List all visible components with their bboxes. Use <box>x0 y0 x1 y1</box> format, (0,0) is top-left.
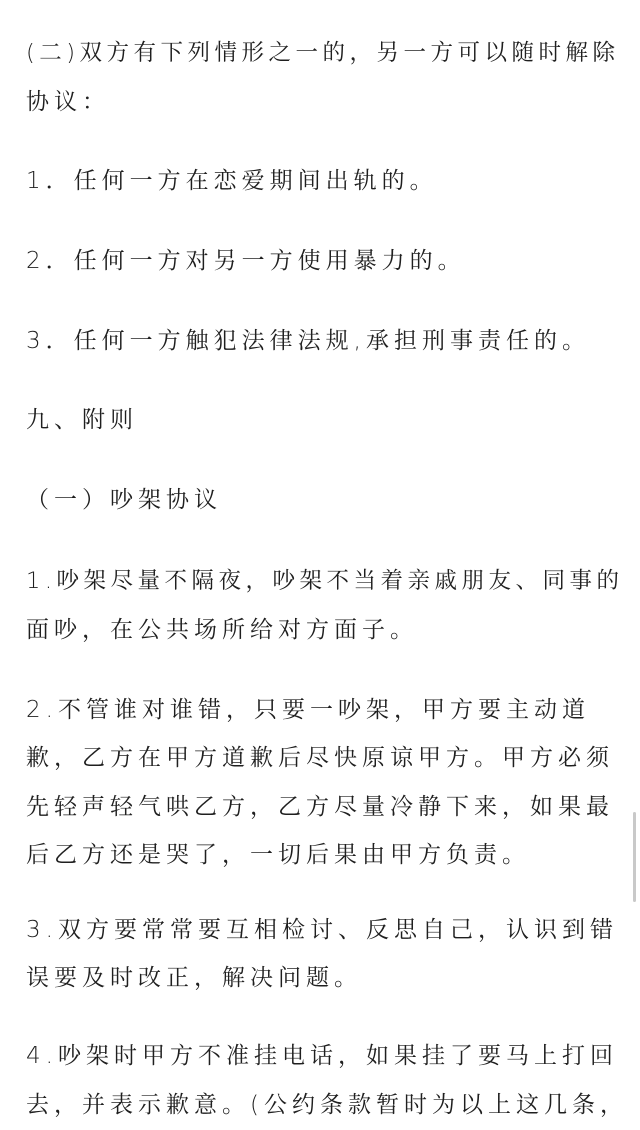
rule-3-line-1: 3.双方要常常要互相检讨、反思自己，认识到错 <box>26 917 618 943</box>
rule-2-line-1: 2.不管谁对谁错，只要一吵架，甲方要主动道 <box>26 697 590 723</box>
clause-2-heading: (二)双方有下列情形之一的，另一方可以随时解除 <box>26 40 620 66</box>
rule-2-line-2: 歉，乙方在甲方道歉后尽快原谅甲方。甲方必须 <box>26 745 614 771</box>
rule-1-line-2: 面吵，在公共场所给对方面子。 <box>26 617 418 643</box>
rule-1-line-1: 1.吵架尽量不隔夜，吵架不当着亲戚朋友、同事的 <box>26 568 624 594</box>
rule-2-line-4: 后乙方还是哭了，一切后果由甲方负责。 <box>26 842 530 868</box>
rule-4-line-2: 去，并表示歉意。(公约条款暂时为以上这几条， <box>26 1092 628 1118</box>
rule-4-line-1: 4.吵架时甲方不准挂电话，如果挂了要马上打回 <box>26 1043 618 1069</box>
rule-3-line-2: 误要及时改正，解决问题。 <box>26 965 362 991</box>
rule-2-line-3: 先轻声轻气哄乙方，乙方尽量冷静下来，如果最 <box>26 794 614 820</box>
subsection-1-heading: （一）吵架协议 <box>26 487 222 513</box>
clause-2-item-3: 3．任何一方触犯法律法规,承担刑事责任的。 <box>26 328 590 354</box>
clause-2-item-1: 1．任何一方在恋爱期间出轨的。 <box>26 168 438 194</box>
clause-2-heading-cont: 协议： <box>26 89 110 115</box>
vertical-scrollbar[interactable] <box>633 812 636 902</box>
clause-2-item-2: 2．任何一方对另一方使用暴力的。 <box>26 248 466 274</box>
section-9-heading: 九、附则 <box>26 407 138 433</box>
